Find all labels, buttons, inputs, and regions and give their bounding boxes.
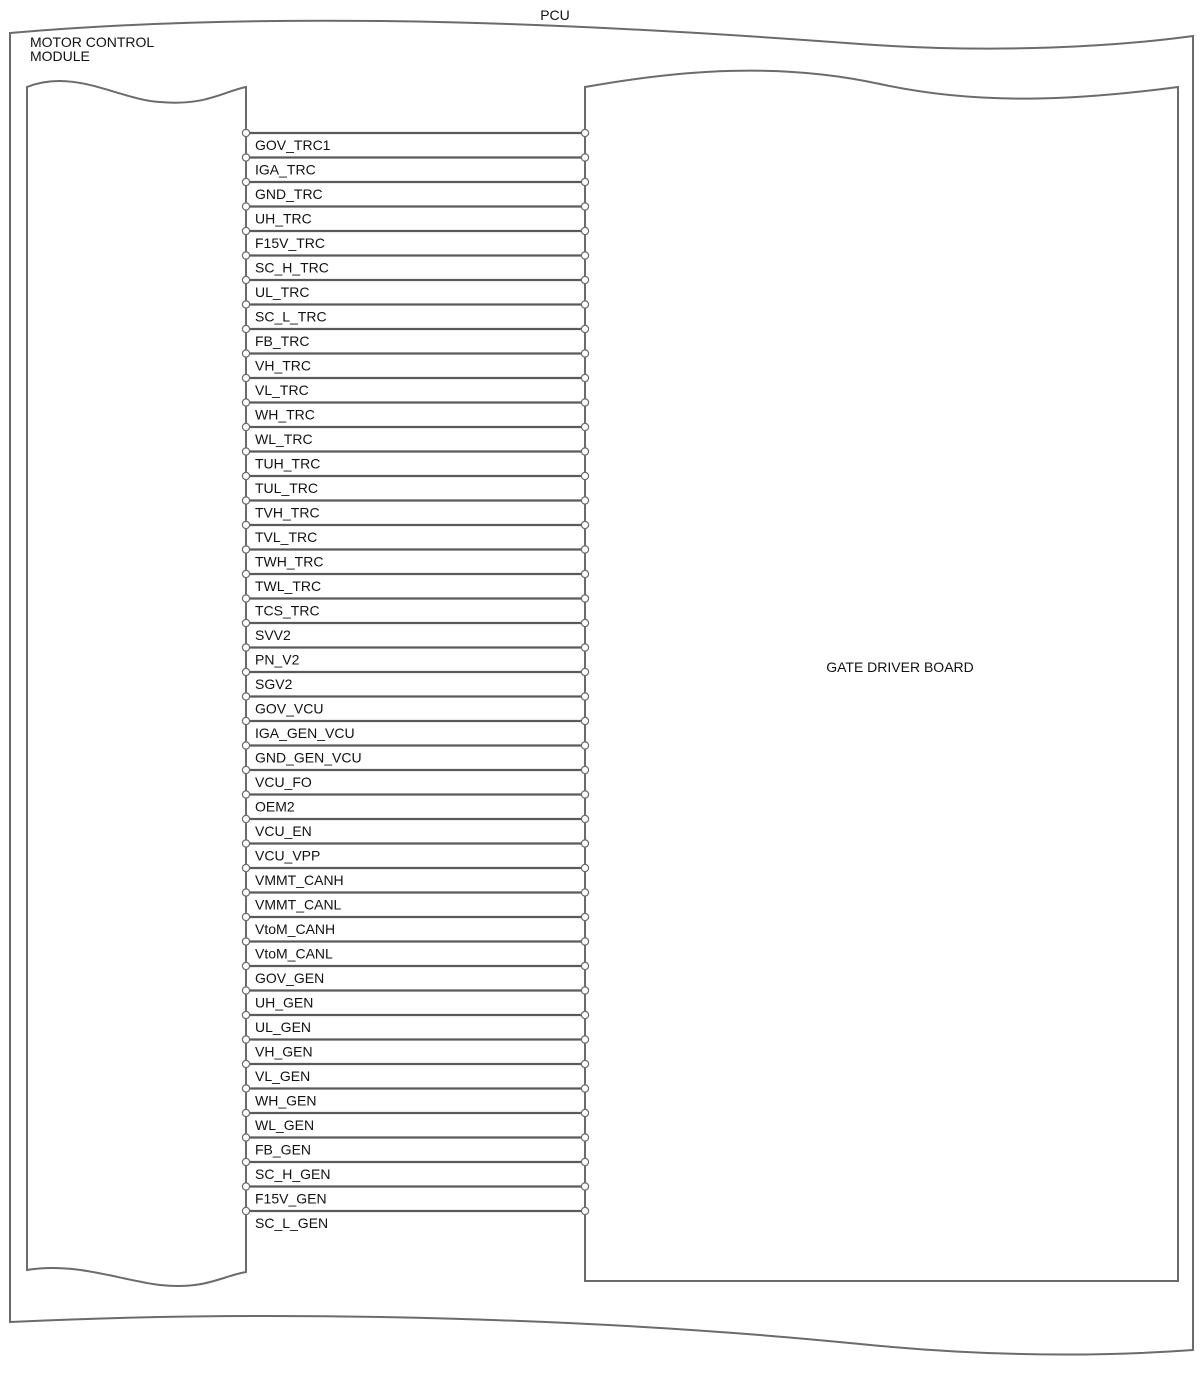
wire-harness bbox=[242, 129, 588, 1231]
signal-label: GND_GEN_VCU bbox=[255, 749, 362, 766]
signal-label: TUL_TRC bbox=[255, 480, 319, 496]
gdb-terminal bbox=[581, 1109, 588, 1116]
gdb-terminal bbox=[581, 668, 588, 675]
mcm-terminal bbox=[242, 815, 249, 822]
mcm-terminal bbox=[242, 1109, 249, 1116]
mcm-terminal bbox=[242, 913, 249, 920]
signal-label: F15V_GEN bbox=[255, 1190, 327, 1207]
signal-label: IGA_TRC bbox=[255, 161, 316, 178]
signal-label: TVL_TRC bbox=[255, 529, 318, 545]
signal-label: TUH_TRC bbox=[255, 455, 321, 472]
signal-label: TCS_TRC bbox=[255, 602, 320, 619]
mcm-terminal bbox=[242, 693, 249, 700]
gdb-terminal bbox=[581, 276, 588, 283]
gdb-terminal bbox=[581, 913, 588, 920]
mcm-terminal bbox=[242, 766, 249, 773]
gdb-terminal bbox=[581, 595, 588, 602]
gdb-terminal bbox=[581, 399, 588, 406]
signal-label: SGV2 bbox=[255, 676, 293, 692]
mcm-terminal bbox=[242, 1060, 249, 1067]
mcm-terminal bbox=[242, 619, 249, 626]
mcm-terminal bbox=[242, 938, 249, 945]
gdb-terminal bbox=[581, 423, 588, 430]
gdb-terminal bbox=[581, 1158, 588, 1165]
mcm-terminal bbox=[242, 840, 249, 847]
gdb-terminal bbox=[581, 472, 588, 479]
mcm-terminal bbox=[242, 546, 249, 553]
gdb-terminal bbox=[581, 840, 588, 847]
mcm-terminal bbox=[242, 448, 249, 455]
gdb-terminal bbox=[581, 350, 588, 357]
signal-label: SC_L_TRC bbox=[255, 308, 327, 325]
signal-label: VMMT_CANL bbox=[255, 896, 342, 913]
gdb-terminal bbox=[581, 791, 588, 798]
mcm-terminal bbox=[242, 472, 249, 479]
gdb-terminal bbox=[581, 178, 588, 185]
gdb-terminal bbox=[581, 1207, 588, 1214]
signal-label: UH_TRC bbox=[255, 210, 312, 227]
mcm-terminal bbox=[242, 1207, 249, 1214]
mcm-terminal bbox=[242, 129, 249, 136]
mcm-title-line2: MODULE bbox=[30, 48, 90, 64]
gdb-terminal bbox=[581, 693, 588, 700]
signal-label: GOV_VCU bbox=[255, 700, 324, 717]
mcm-terminal bbox=[242, 227, 249, 234]
gdb-terminal bbox=[581, 1060, 588, 1067]
signal-label: OEM2 bbox=[255, 798, 295, 815]
mcm-terminal bbox=[242, 497, 249, 504]
gdb-terminal bbox=[581, 546, 588, 553]
mcm-title-line1: MOTOR CONTROL bbox=[30, 34, 155, 50]
mcm-terminal bbox=[242, 1011, 249, 1018]
signal-label: WL_TRC bbox=[255, 431, 313, 447]
gdb-terminal bbox=[581, 154, 588, 161]
signal-label: SC_H_GEN bbox=[255, 1166, 331, 1182]
gdb-title: GATE DRIVER BOARD bbox=[826, 659, 974, 675]
signal-label: UL_GEN bbox=[255, 1019, 312, 1035]
signal-label: PN_V2 bbox=[255, 651, 300, 668]
signal-label: VtoM_CANH bbox=[255, 921, 336, 937]
mcm-terminal bbox=[242, 1036, 249, 1043]
mcm-terminal bbox=[242, 717, 249, 724]
mcm-terminal bbox=[242, 570, 249, 577]
gdb-terminal bbox=[581, 521, 588, 528]
gdb-terminal bbox=[581, 962, 588, 969]
signal-label: VH_TRC bbox=[255, 357, 312, 374]
gdb-terminal bbox=[581, 619, 588, 626]
gdb-terminal bbox=[581, 1183, 588, 1190]
gdb-terminal bbox=[581, 717, 588, 724]
gdb-terminal bbox=[581, 497, 588, 504]
signal-label: GOV_GEN bbox=[255, 970, 325, 986]
signal-label: WH_TRC bbox=[255, 406, 315, 423]
mcm-terminal bbox=[242, 1183, 249, 1190]
signal-label: IGA_GEN_VCU bbox=[255, 725, 355, 741]
signal-label: SC_L_GEN bbox=[255, 1215, 329, 1231]
gdb-terminal bbox=[581, 227, 588, 234]
mcm-terminal bbox=[242, 521, 249, 528]
gate-driver-board bbox=[585, 71, 1178, 1281]
signal-label: WL_GEN bbox=[255, 1117, 315, 1133]
gdb-terminal bbox=[581, 374, 588, 381]
mcm-terminal bbox=[242, 1134, 249, 1141]
mcm-outline bbox=[27, 81, 246, 1286]
gdb-terminal bbox=[581, 815, 588, 822]
mcm-terminal bbox=[242, 595, 249, 602]
motor-control-module bbox=[27, 34, 246, 1286]
mcm-terminal bbox=[242, 742, 249, 749]
mcm-terminal bbox=[242, 864, 249, 871]
mcm-terminal bbox=[242, 962, 249, 969]
mcm-terminal bbox=[242, 987, 249, 994]
mcm-terminal bbox=[242, 178, 249, 185]
mcm-terminal bbox=[242, 203, 249, 210]
gdb-terminal bbox=[581, 987, 588, 994]
signal-label: TVH_TRC bbox=[255, 504, 320, 521]
signal-label: F15V_TRC bbox=[255, 235, 326, 251]
mcm-terminal bbox=[242, 644, 249, 651]
signal-label: VCU_EN bbox=[255, 823, 312, 839]
gdb-terminal bbox=[581, 889, 588, 896]
gdb-terminal bbox=[581, 203, 588, 210]
signal-label: UH_GEN bbox=[255, 994, 314, 1011]
signal-label: VMMT_CANH bbox=[255, 872, 344, 888]
pcu-outline bbox=[10, 21, 1193, 1355]
gdb-terminal bbox=[581, 301, 588, 308]
signal-label: VL_TRC bbox=[255, 382, 309, 398]
mcm-terminal bbox=[242, 374, 249, 381]
signal-label: GND_TRC bbox=[255, 186, 323, 202]
mcm-terminal bbox=[242, 276, 249, 283]
mcm-terminal bbox=[242, 1085, 249, 1092]
gdb-terminal bbox=[581, 448, 588, 455]
gdb-terminal bbox=[581, 644, 588, 651]
pcu-frame bbox=[10, 7, 1193, 1355]
gdb-terminal bbox=[581, 766, 588, 773]
signal-label: SC_H_TRC bbox=[255, 259, 329, 276]
signal-label: TWH_TRC bbox=[255, 553, 324, 570]
mcm-terminal bbox=[242, 301, 249, 308]
signal-label: SVV2 bbox=[255, 627, 291, 643]
gdb-terminal bbox=[581, 1036, 588, 1043]
mcm-terminal bbox=[242, 154, 249, 161]
gdb-outline bbox=[585, 71, 1178, 1281]
signal-label: VH_GEN bbox=[255, 1043, 313, 1060]
mcm-terminal bbox=[242, 668, 249, 675]
mcm-terminal bbox=[242, 423, 249, 430]
mcm-terminal bbox=[242, 889, 249, 896]
signal-label: VtoM_CANL bbox=[255, 945, 333, 962]
mcm-terminal bbox=[242, 325, 249, 332]
mcm-terminal bbox=[242, 399, 249, 406]
signal-label: FB_GEN bbox=[255, 1141, 312, 1158]
gdb-terminal bbox=[581, 570, 588, 577]
mcm-terminal bbox=[242, 791, 249, 798]
mcm-terminal bbox=[242, 350, 249, 357]
signal-label: TWL_TRC bbox=[255, 578, 322, 594]
gdb-terminal bbox=[581, 938, 588, 945]
gdb-terminal bbox=[581, 325, 588, 332]
signal-label: VCU_FO bbox=[255, 774, 312, 790]
mcm-terminal bbox=[242, 1158, 249, 1165]
signal-label: VCU_VPP bbox=[255, 847, 321, 864]
signal-label: FB_TRC bbox=[255, 333, 310, 349]
signal-label: VL_GEN bbox=[255, 1068, 311, 1084]
gdb-terminal bbox=[581, 1011, 588, 1018]
gdb-terminal bbox=[581, 129, 588, 136]
pcu-title: PCU bbox=[540, 7, 570, 23]
signal-label: GOV_TRC1 bbox=[255, 137, 331, 153]
signal-label: WH_GEN bbox=[255, 1092, 317, 1109]
gdb-terminal bbox=[581, 1134, 588, 1141]
signal-label: UL_TRC bbox=[255, 284, 310, 300]
mcm-terminal bbox=[242, 252, 249, 259]
gdb-terminal bbox=[581, 1085, 588, 1092]
gdb-terminal bbox=[581, 252, 588, 259]
gdb-terminal bbox=[581, 742, 588, 749]
gdb-terminal bbox=[581, 864, 588, 871]
